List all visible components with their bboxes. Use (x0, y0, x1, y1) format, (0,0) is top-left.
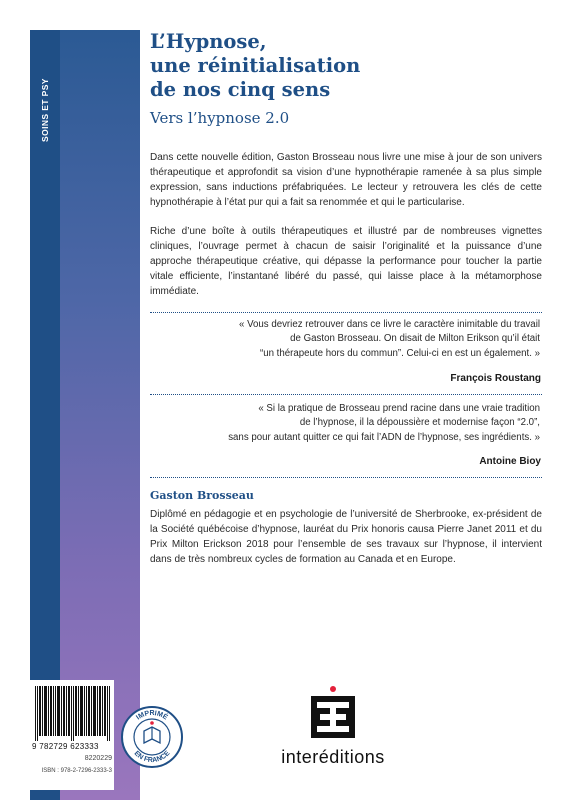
dotted-divider (150, 312, 542, 313)
quote-1 (150, 318, 540, 361)
quote-1-author: François Roustang (450, 373, 541, 384)
publisher-name: interéditions (281, 747, 385, 767)
isbn-text: ISBN : 978-2-7296-2333-3 (41, 768, 112, 774)
barcode-icon (35, 686, 111, 741)
dotted-divider (150, 477, 542, 478)
description-paragraph-2: Riche d’une boîte à outils thérapeutiques et illustré par de nombreuses vignettes cliniques, l’ouvrage permet à chacun de saisir l’originalité et la puissance d’une approche thérapeutique créative, qui dépasse la performance pour toucher la partie vitale efficiente, l’instantané libéré du passé, qui laisse place à la métamorphose immédiate. (150, 226, 542, 297)
quote-1-line-2: de Gaston Brosseau. On disait de Milton Erikson qu’il était (290, 333, 540, 345)
barcode-block (30, 680, 114, 790)
description-paragraph-1: Dans cette nouvelle édition, Gaston Brosseau nous livre une mise à jour de son univers thérapeutique et approfondit sa vision d’une hypnothérapie ramenée à sa plus simple expression, sans inductions préfabriquées. Le lecteur y retrouvera les clés de cette hypnothérapie à l’état pur qui a fait sa renommée et qui le particularise. (150, 152, 542, 208)
seal-top-text: IMPRIMÉ (135, 710, 169, 722)
title-line-3: de nos cinq sens (150, 78, 331, 101)
collection-label: SOINS ET PSY (40, 78, 50, 142)
quote-2-line-1: « Si la pratique de Brosseau prend racine dans une vraie tradition (258, 403, 540, 414)
book-title (150, 30, 540, 102)
barcode-number: 9 782729 623333 (32, 742, 99, 751)
author-bio: Diplômé en pédagogie et en psychologie de l’université de Sherbrooke, ex-président de la Société québécoise d’hypnose, lauréat du Prix honoris causa Pierre Janet 2011 et du Prix Milton Erickson 2018 pour l’ensemble de ses travaux sur l’hypnose, il intervient dans de très nombreux cycles de formation au Canada et en Europe. (150, 509, 542, 565)
quote-2-author: Antoine Bioy (479, 456, 541, 467)
quote-2 (150, 402, 540, 445)
seal-bottom-text: EN FRANCE (132, 749, 172, 765)
book-subtitle: Vers l’hypnose 2.0 (150, 109, 290, 127)
title-line-2: une réinitialisation (150, 54, 361, 77)
author-name: Gaston Brosseau (150, 489, 254, 502)
quote-2-line-3: sans pour autant quitter ce qui fait l’ADN de l’hypnose, ses ingrédients. » (228, 431, 540, 443)
printed-in-france-seal-icon (120, 705, 184, 769)
quote-1-line-3: “un thérapeute hors du commun”. Celui-ci en est un également. » (259, 347, 540, 359)
quote-1-line-1: « Vous devriez retrouver dans ce livre le caractère inimitable du travail (239, 319, 540, 330)
interéditions-logo-icon (308, 685, 358, 740)
dotted-divider (150, 394, 542, 395)
quote-2-line-2: de l’hypnose, il la dépoussière et modernise façon “2.0”, (299, 417, 540, 429)
title-line-1: L’Hypnose, (150, 30, 267, 53)
barcode-reference: 8220229 (84, 755, 112, 762)
